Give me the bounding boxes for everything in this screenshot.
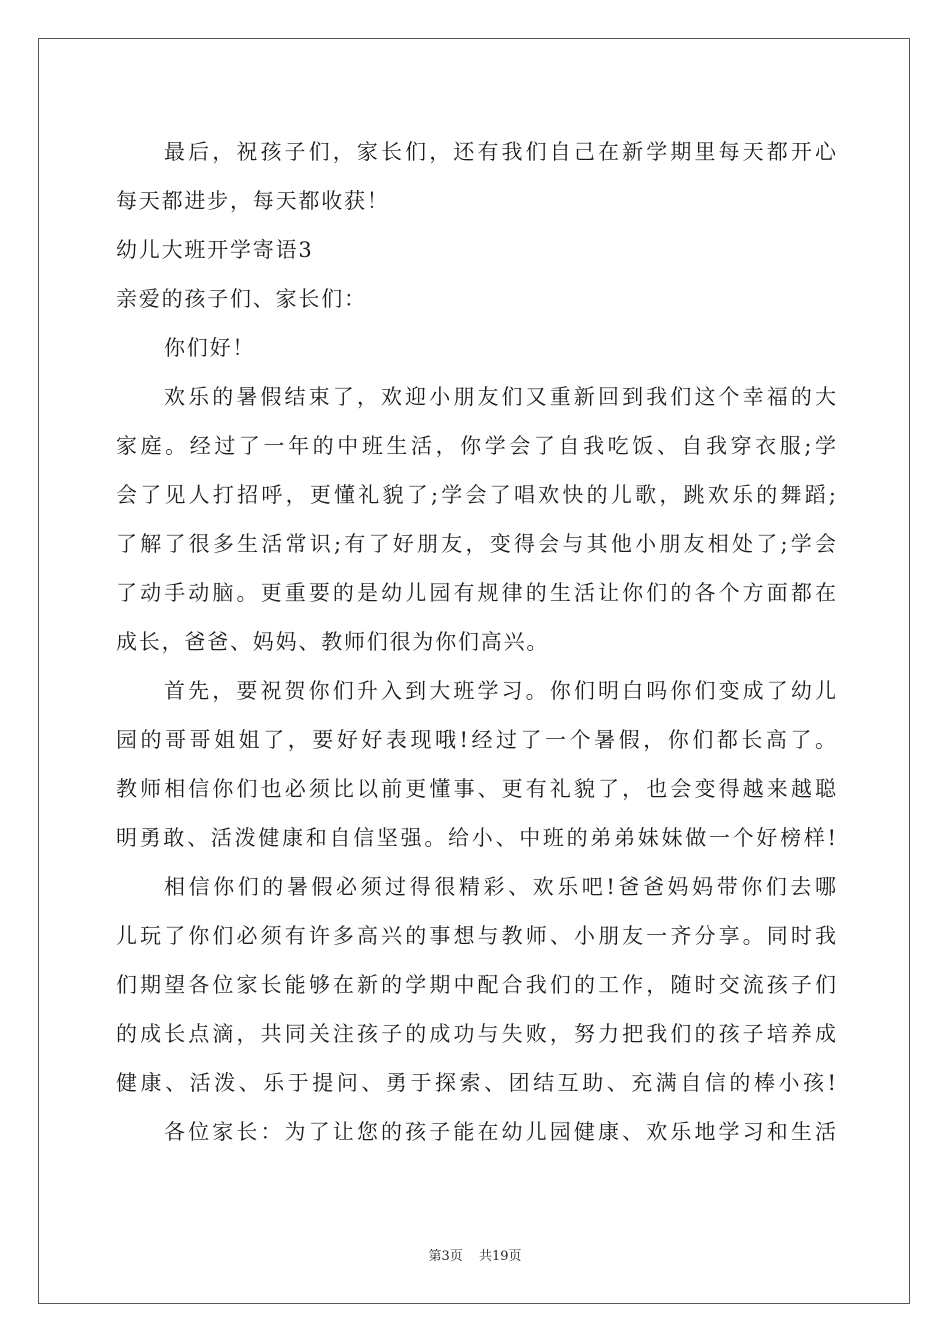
text-line: 成长，爸爸、妈妈、教师们很为你们高兴。 <box>116 630 550 654</box>
text-line: 每天都进步，每天都收获！ <box>116 189 390 213</box>
text-line: 最后，祝孩子们，家长们，还有我们自己在新学期里每天都开心 <box>164 140 836 164</box>
document-body <box>116 128 836 1157</box>
text-line: 你们好！ <box>164 336 256 360</box>
text-line: 家庭。经过了一年的中班生活，你学会了自我吃饭、自我穿衣服;学 <box>116 434 836 458</box>
text-line: 们期望各位家长能够在新的学期中配合我们的工作，随时交流孩子们 <box>116 973 836 997</box>
text-line: 欢乐的暑假结束了，欢迎小朋友们又重新回到我们这个幸福的大 <box>164 385 836 409</box>
text-line: 园的哥哥姐姐了，要好好表现哦!经过了一个暑假，你们都长高了。 <box>116 728 836 752</box>
page-number: 第3页 <box>428 1249 463 1264</box>
text-line: 幼儿大班开学寄语3 <box>116 238 314 262</box>
page-footer <box>0 1245 950 1264</box>
text-line: 首先，要祝贺你们升入到大班学习。你们明白吗你们变成了幼儿 <box>164 679 836 703</box>
text-line: 教师相信你们也必须比以前更懂事、更有礼貌了，也会变得越来越聪 <box>116 777 836 801</box>
page-total: 共19页 <box>478 1249 522 1264</box>
text-line: 亲爱的孩子们、家长们： <box>116 287 367 311</box>
text-line: 的成长点滴，共同关注孩子的成功与失败，努力把我们的孩子培养成 <box>116 1022 836 1046</box>
text-line: 各位家长：为了让您的孩子能在幼儿园健康、欢乐地学习和生活 <box>164 1120 836 1144</box>
text-line: 儿玩了你们必须有许多高兴的事想与教师、小朋友一齐分享。同时我 <box>116 924 836 948</box>
text-line: 了解了很多生活常识;有了好朋友，变得会与其他小朋友相处了;学会 <box>116 532 836 556</box>
text-line: 会了见人打招呼，更懂礼貌了;学会了唱欢快的儿歌，跳欢乐的舞蹈; <box>116 483 836 507</box>
text-line: 健康、活泼、乐于提问、勇于探索、团结互助、充满自信的棒小孩! <box>116 1071 836 1095</box>
text-line: 明勇敢、活泼健康和自信坚强。给小、中班的弟弟妹妹做一个好榜样! <box>116 826 836 850</box>
text-line: 相信你们的暑假必须过得很精彩、欢乐吧!爸爸妈妈带你们去哪 <box>164 875 836 899</box>
text-line: 了动手动脑。更重要的是幼儿园有规律的生活让你们的各个方面都在 <box>116 581 836 605</box>
